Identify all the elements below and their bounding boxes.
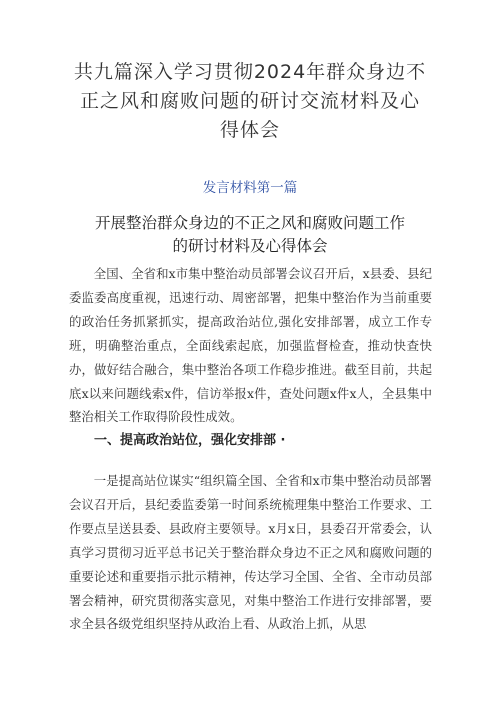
document-title: 共九篇深入学习贯彻2024年群众身边不正之风和腐败问题的研讨交流材料及心得体会	[73, 61, 427, 141]
article-title-line-2: 的研讨材料及心得体会	[172, 237, 328, 255]
section-heading-1: 一、提高政治站位，强化安排部 ·	[94, 433, 286, 448]
section-label: 发言材料第一篇	[202, 180, 298, 196]
article-title	[90, 212, 410, 258]
body-paragraph-2: 一是提高站位谋实“组织篇全国、全省和x市集中整治动员部署会议召开后，县纪委监委第一时间系统梳理集中整治工作要求、工作要点呈送县委、县政府主要领导。x月x日，县委召开常委会，认真学习贯彻习近平总书记关于整治群众身边不正之风和腐败问题的重要论述和重要指示批示精神，传达学习全国、全省、全市动员部署会精神，研究贯彻落实意见，对集中整治工作进行安排部署，要求全县各级党组织坚持从政治上看、从政治上抓，从思	[69, 473, 432, 632]
body-paragraph-1: 全国、全省和x市集中整治动员部署会议召开后，x县委、县纪委监委高度重视，迅速行动、周密部署，把集中整治作为当前重要的政治任务抓紧抓实，提高政治站位,强化安排部署，成立工作专班，明确整治重点，全面线索起底，加强监督检查，推动快查快办，做好结合融合，集中整治各项工作稳步推进。截至目前，共起底x以来问题线索x件，信访举报x件，查处问题x件x人，全县集中整治相关工作取得阶段性成效。	[69, 266, 432, 425]
article-title-line-1: 开展整治群众身边的不正之风和腐败问题工作	[94, 214, 405, 232]
